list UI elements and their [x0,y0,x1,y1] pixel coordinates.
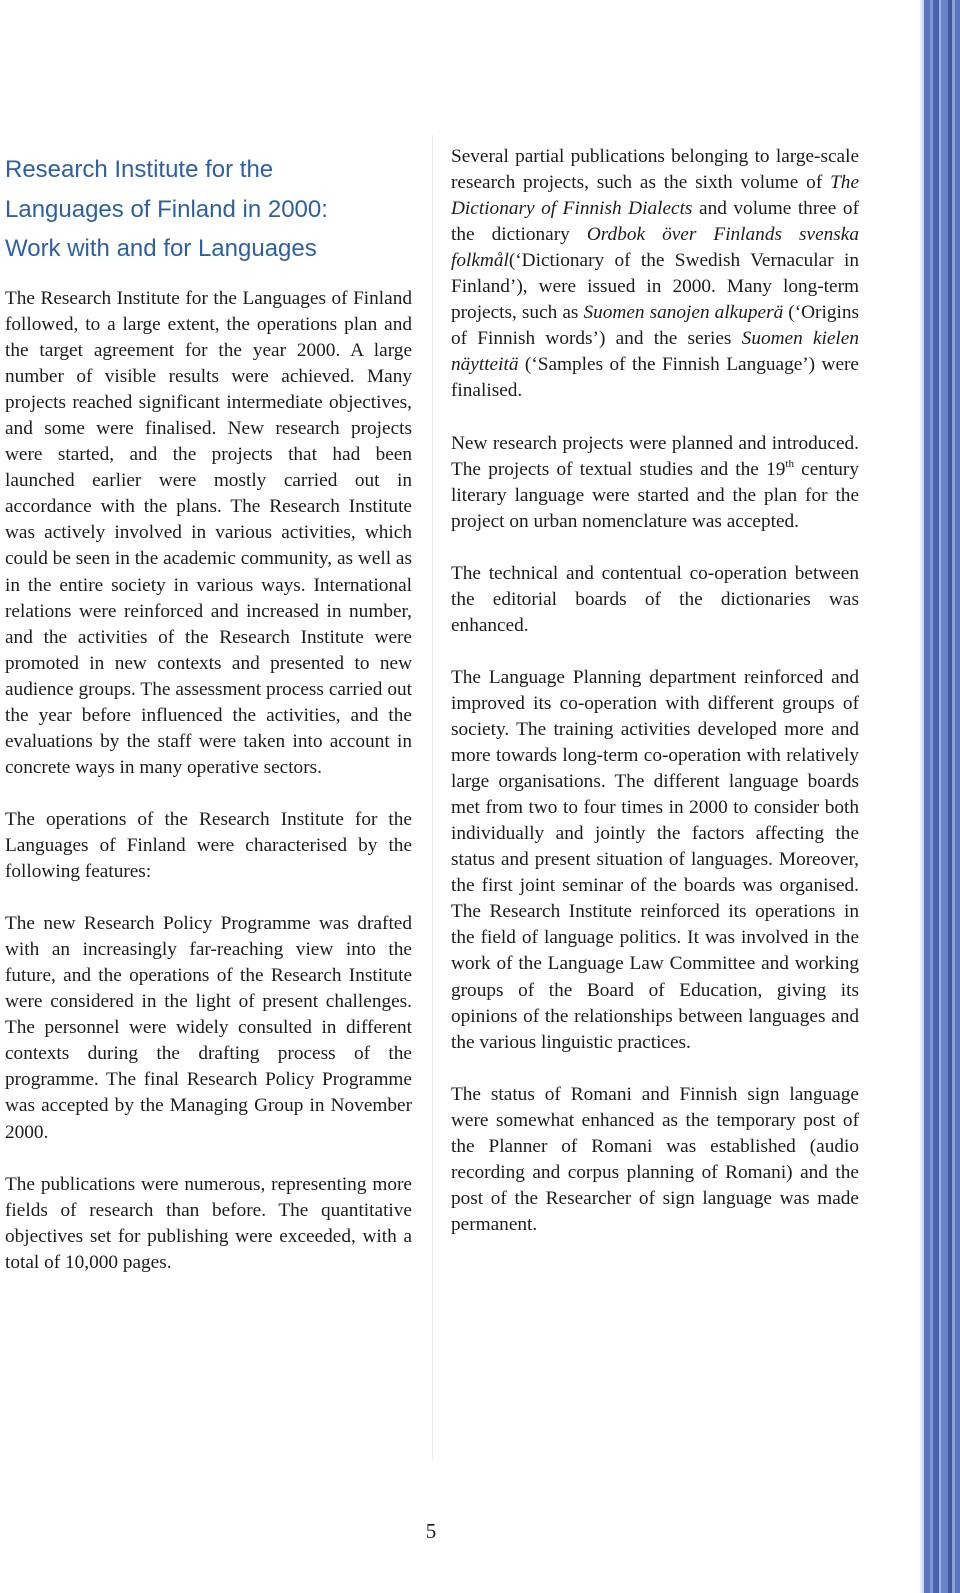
superscript: th [785,457,794,470]
text-segment: (‘Samples of the Finnish Language’) were finalised. [451,354,859,402]
left-paragraph-1: The Research Institute for the Languages of Finland followed, to a large extent, the operations plan and the target agreement for the year 2000. A large number of visible results were achieved. Many projects reached significant intermediate objectives, and some were finalised. New research projects were started, and the projects that had been launched earlier were mostly carried out in accordance with the plans. The Research Institute was actively involved in various activities, which could be seen in the academic community, as well as in the entire society in various ways. International relations were reinforced and increased in number, and the activities of the Research Institute were promoted in new contexts and presented to new audience groups. The assessment process carried out the year before influenced the activities, and the evaluations by the staff were taken into account in concrete ways in many operative sectors. [5,288,412,778]
right-paragraph-4: The Language Planning department reinforced and improved its co-operation with different groups of society. The training activities developed more and more towards long-term co-operation with relatively large organisations. The different language boards met from two to four times in 2000 to consider both individually and jointly the factors affecting the status and present situation of languages. Moreover, the first joint seminar of the boards was organised. The Research Institute reinforced its operations in the field of language politics. It was involved in the work of the Language Law Committee and working groups of the Board of Education, giving its opinions of the relationships between languages and the various linguistic practices. [451,666,859,1053]
left-column [5,286,412,1276]
page-number: 5 [425,1519,437,1543]
decorative-side-bar [924,0,960,1593]
right-paragraph-5: The status of Romani and Finnish sign language were somewhat enhanced as the temporary post of the Planner of Romani was established (audio recording and corpus planning of Romani) and the post of the Researcher of sign language was made permanent. [451,1083,859,1235]
title-line-1: Research Institute for the [5,156,274,183]
text-segment: and volume three of the dictionary [451,198,859,246]
dictionary-title: Ordbok över Finlands svenska folkmål [451,224,859,272]
text-segment: New research projects were planned and introduced. The projects of textual studies and the 19 [451,432,859,480]
series-title: Suomen kielen näytteitä [451,328,859,376]
title-line-2: Languages of Finland in 2000: [5,195,328,223]
left-paragraph-3: The new Research Policy Programme was drafted with an increasingly far-reaching view into the future, and the operations of the Research Institute were considered in the light of present challenges. The personnel were widely consulted in different contexts during the drafting process of the programme. The final Research Policy Programme was accepted by the Managing Group in November 2000. [5,913,412,1143]
right-paragraph-3: The technical and contentual co-operation between the editorial boards of the dictionaries was enhanced. [451,562,859,636]
left-paragraph-2: The operations of the Research Institute for the Languages of Finland were characterised by the following features: [5,808,412,883]
right-column [451,144,859,1238]
right-paragraph-2 [451,431,859,535]
text-segment: (‘Origins of Finnish words’) and the series [451,302,859,350]
title-line-3: Work with and for Languages [5,235,317,262]
text-segment: century literary language were started and the plan for the project on urban nomenclature was accepted. [451,458,859,532]
project-title: Suomen sanojen alkuperä [583,302,784,324]
page-title [5,150,405,269]
text-segment: Several partial publications belonging to large-scale research projects, such as the sixth volume of [451,146,859,194]
left-paragraph-4: The publications were numerous, representing more fields of research than before. The quantitative objectives set for publishing were exceeded, with a total of 10,000 pages. [5,1173,412,1273]
right-paragraph-1 [451,144,859,404]
dictionary-title: The Dictionary of Finnish Dialects [451,172,859,220]
column-divider [432,135,433,1460]
text-segment: (‘Dictionary of the Swedish Vernacular in Finland’), were issued in 2000. Many long-term projects, such as [451,250,859,324]
